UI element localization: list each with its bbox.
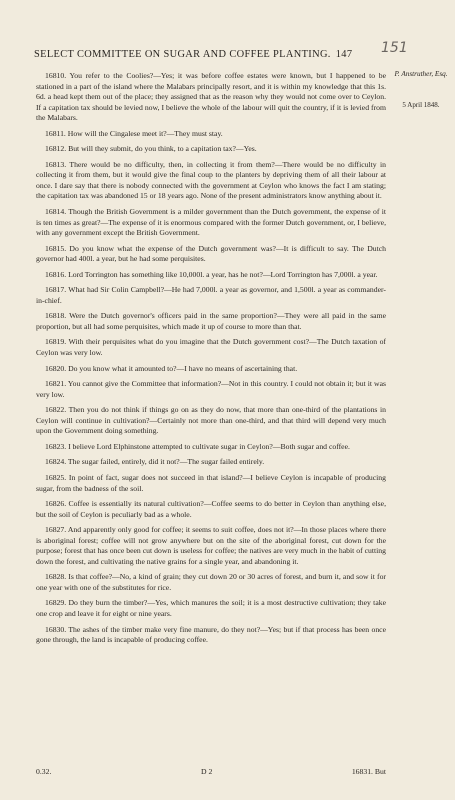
paragraph: 16811. How will the Cingalese meet it?—They must stay. <box>45 128 223 138</box>
paragraph: 16815. Do you know what the expense of the Dutch government was?—It is difficult to say. The Dutch governor had 400l. a year, but he had some perquisites. <box>36 243 386 264</box>
paragraph: 16810. You refer to the Coolies?—Yes; it was before coffee estates were known, but I happened to be stationed in a part of the island where the Malabars principally resort, and it is within my knowledge that this 1s. 6d. a head kept them out of the place; they assigned that as the reason why they would not come over to Ceylon. If a capitation tax should be levied now, I believe the whole of the labour will quit the country, if it is levied from the Malabars. <box>36 71 386 123</box>
paragraph: 16827. And apparently only good for coffee; it seems to suit coffee, does not it?—In those places where there is aboriginal forest; coffee will not grow anywhere but on the site of the aboriginal forest, cut down for the purpose; forest that has once been cut down is useless for coffee; the natives are very much in the habit of cutting down the forest, and cultivating the native grains for a single year, and abandoning it. <box>36 525 386 566</box>
footer-catchword: 16831. But <box>351 767 386 776</box>
paragraph: 16824. The sugar failed, entirely, did it not?—The sugar failed entirely. <box>45 457 265 467</box>
sidenote-date: 5 April 1848. <box>402 101 440 109</box>
paragraph: 16816. Lord Torrington has something like 10,000l. a year, has he not?—Lord Torrington has 7,000l. a year. <box>45 269 378 279</box>
paragraph: 16823. I believe Lord Elphinstone attempted to cultivate sugar in Ceylon?—Both sugar and coffee. <box>45 441 350 451</box>
page-title: SELECT COMMITTEE ON SUGAR AND COFFEE PLANTING. <box>34 49 331 60</box>
paragraph: 16822. Then you do not think if things go on as they do now, that more than one-third of the plantations in Ceylon will continue in cultivation?—Certainly not more than one-third, and that third will depend very much upon the Government doing something. <box>36 405 386 436</box>
running-header <box>34 49 374 60</box>
sidenote-witness: P. Anstruther, Esq. <box>394 70 448 78</box>
footer-gathering-mark: D 2 <box>201 767 213 776</box>
paragraph: 16818. Were the Dutch governor's officers paid in the same proportion?—They were all paid in the same proportion, but all had some perquisites, which made it up of course to more than that. <box>36 311 386 331</box>
footer-signature-mark: 0.32. <box>36 767 52 776</box>
body-text <box>36 71 386 651</box>
paragraph: 16826. Coffee is essentially its natural cultivation?—Coffee seems to do better in Ceylon than anything else, but the soil of Ceylon is peculiarly bad as a whole. <box>36 499 386 519</box>
paragraph: 16814. Though the British Government is a milder government than the Dutch government, the expense of it is ten times as great?—The expense of it is enormous compared with the former Dutch government, or, I believe, with any government except the British Government. <box>36 207 386 238</box>
paragraph: 16829. Do they burn the timber?—Yes, which manures the soil; it is a most destructive cultivation; they take one crop and leave it for eight or nine years. <box>36 598 386 618</box>
page-number: 147 <box>335 49 353 60</box>
paragraph: 16830. The ashes of the timber make very fine manure, do they not?—Yes; but if that process has been once gone through, the land is incapable of producing coffee. <box>36 624 386 645</box>
paragraph: 16825. In point of fact, sugar does not succeed in that island?—I believe Ceylon is incapable of producing sugar, from the badness of the soil. <box>36 472 386 493</box>
handwritten-folio-number: 151 <box>381 40 408 56</box>
paragraph: 16820. Do you know what it amounted to?—I have no means of ascertaining that. <box>45 363 298 373</box>
paragraph: 16812. But will they submit, do you think, to a capitation tax?—Yes. <box>45 144 257 154</box>
paragraph: 16813. There would be no difficulty, then, in collecting it from them?—There would be no difficulty in collecting it from them, but it would give the final coup to the planters by depriving them of all their labour at once. I dare say that there is nobody connected with the government at Ceylon who knows the fact I am stating; the capitation tax was abandoned 15 or 18 years ago. None of the present administrators know anything about it. <box>36 159 386 201</box>
paragraph: 16817. What had Sir Colin Campbell?—He had 7,000l. a year as governor, and 1,500l. a year as commander-in-chief. <box>36 285 386 305</box>
paragraph: 16828. Is that coffee?—No, a kind of grain; they cut down 20 or 30 acres of forest, and burn it, and sow it for one year with one of the substitutes for rice. <box>36 572 386 592</box>
paragraph: 16821. You cannot give the Committee that information?—Not in this country. I could not obtain it; but it was very low. <box>36 379 386 399</box>
paragraph: 16819. With their perquisites what do you imagine that the Dutch government cost?—The Dutch taxation of Ceylon was very low. <box>36 337 386 358</box>
